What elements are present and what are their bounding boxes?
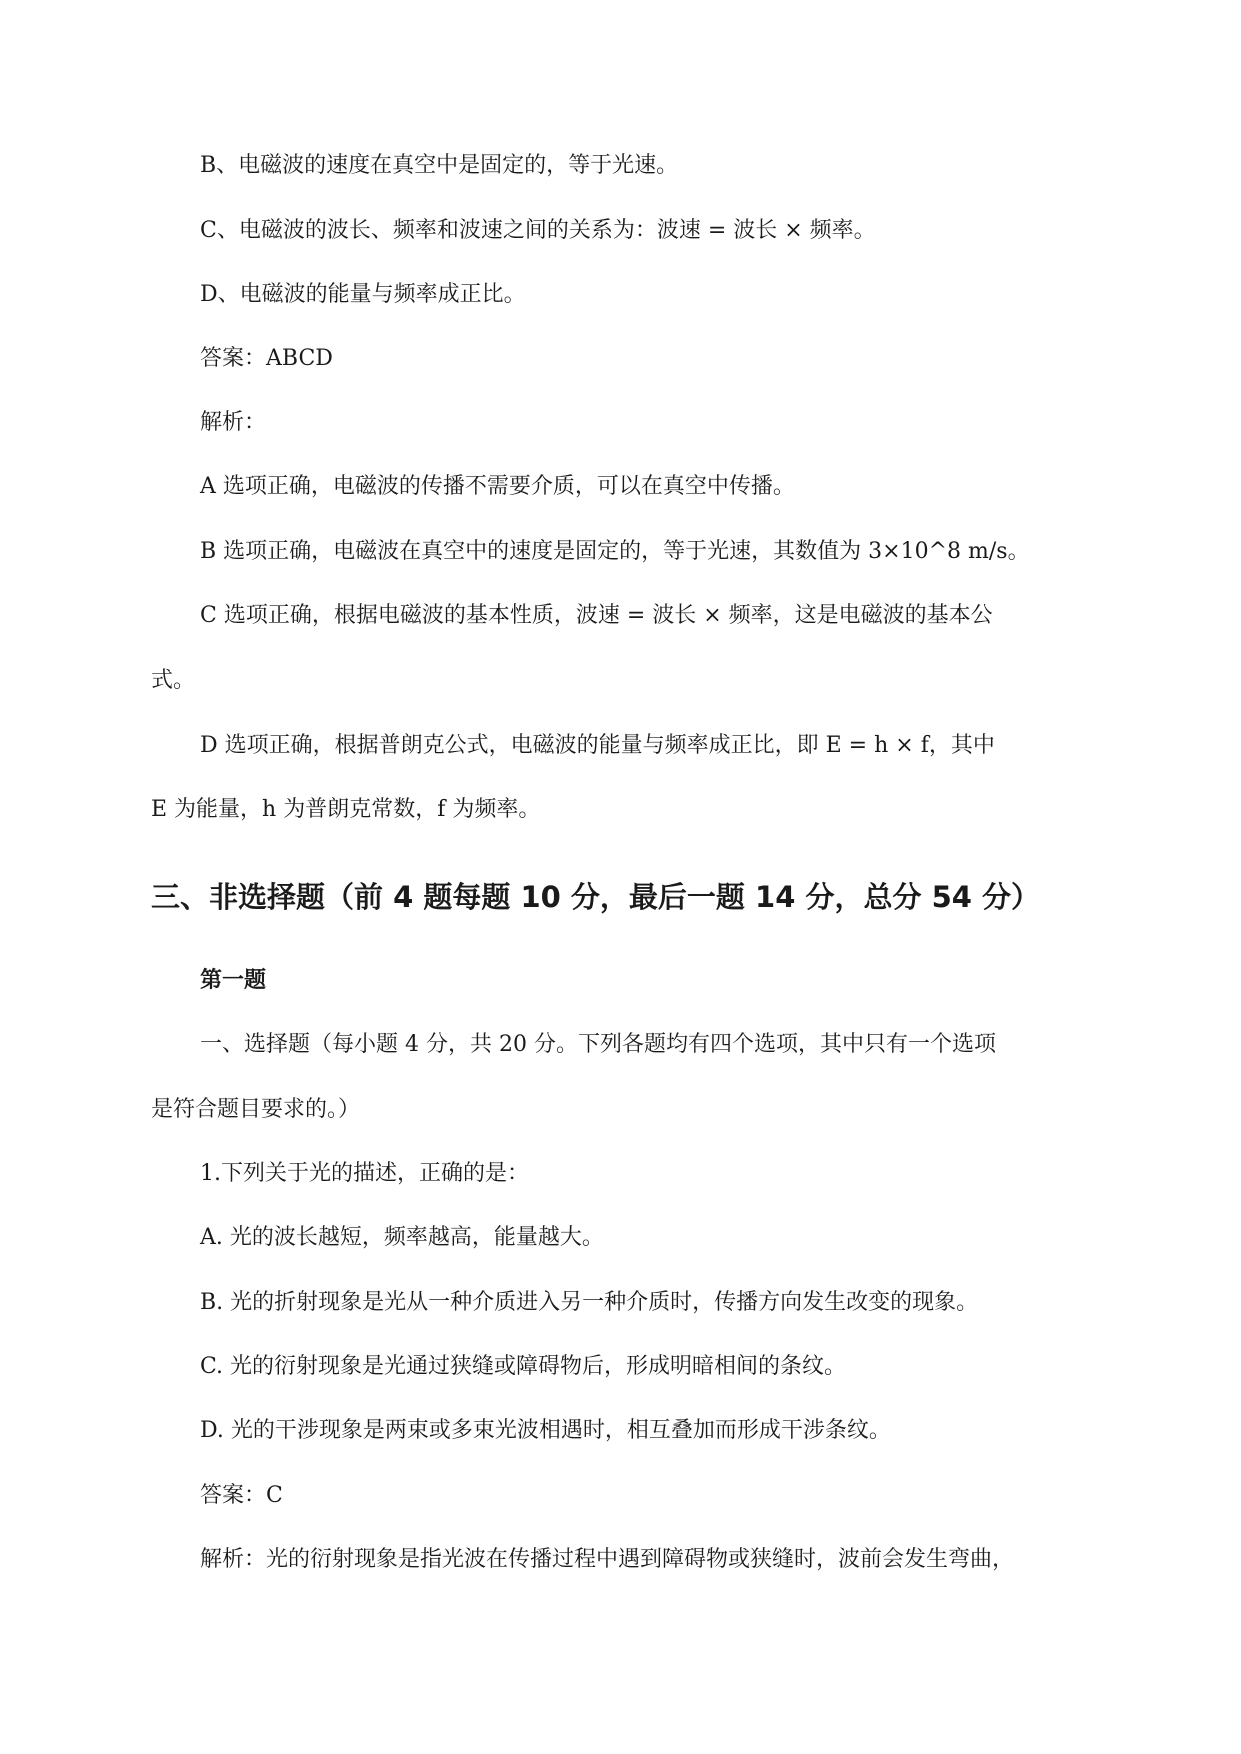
- option-d-text: D、电磁波的能量与频率成正比。: [200, 282, 526, 307]
- analysis-c: C 选项正确，根据电磁波的基本性质，波速 = 波长 × 频率，这是电磁波的基本公: [200, 603, 993, 628]
- option-c-text: C、电磁波的波长、频率和波速之间的关系为：波速 = 波长 × 频率。: [200, 218, 876, 243]
- option-b-text: B、电磁波的速度在真空中是固定的，等于光速。: [200, 153, 679, 178]
- choice-a: A. 光的波长越短，频率越高，能量越大。: [200, 1225, 604, 1250]
- section-heading: 三、非选择题（前 4 题每题 10 分，最后一题 14 分，总分 54 分）: [151, 880, 1041, 914]
- analysis-b: B 选项正确，电磁波在真空中的速度是固定的，等于光速，其数值为 3×10^8 m/s。: [200, 539, 1030, 564]
- question-analysis: 解析：光的衍射现象是指光波在传播过程中遇到障碍物或狭缝时，波前会发生弯曲，: [200, 1547, 1015, 1572]
- question-answer: 答案：C: [200, 1483, 283, 1508]
- question-stem: 1.下列关于光的描述，正确的是：: [200, 1161, 529, 1186]
- analysis-d-continued: E 为能量，h 为普朗克常数，f 为频率。: [151, 797, 541, 822]
- question-title: 第一题: [200, 968, 267, 993]
- question-instructions-continued: 是符合题目要求的。）: [151, 1097, 361, 1122]
- analysis-d: D 选项正确，根据普朗克公式，电磁波的能量与频率成正比，即 E = h × f，其中: [200, 733, 995, 758]
- analysis-label: 解析：: [200, 410, 267, 435]
- choice-b: B. 光的折射现象是光从一种介质进入另一种介质时，传播方向发生改变的现象。: [200, 1290, 979, 1315]
- analysis-c-continued: 式。: [151, 668, 196, 693]
- analysis-a: A 选项正确，电磁波的传播不需要介质，可以在真空中传播。: [200, 474, 795, 499]
- answer-line: 答案：ABCD: [200, 346, 333, 371]
- choice-d: D. 光的干涉现象是两束或多束光波相遇时，相互叠加而形成干涉条纹。: [200, 1418, 891, 1443]
- question-instructions: 一、选择题（每小题 4 分，共 20 分。下列各题均有四个选项，其中只有一个选项: [200, 1032, 996, 1057]
- choice-c: C. 光的衍射现象是光通过狭缝或障碍物后，形成明暗相间的条纹。: [200, 1354, 847, 1379]
